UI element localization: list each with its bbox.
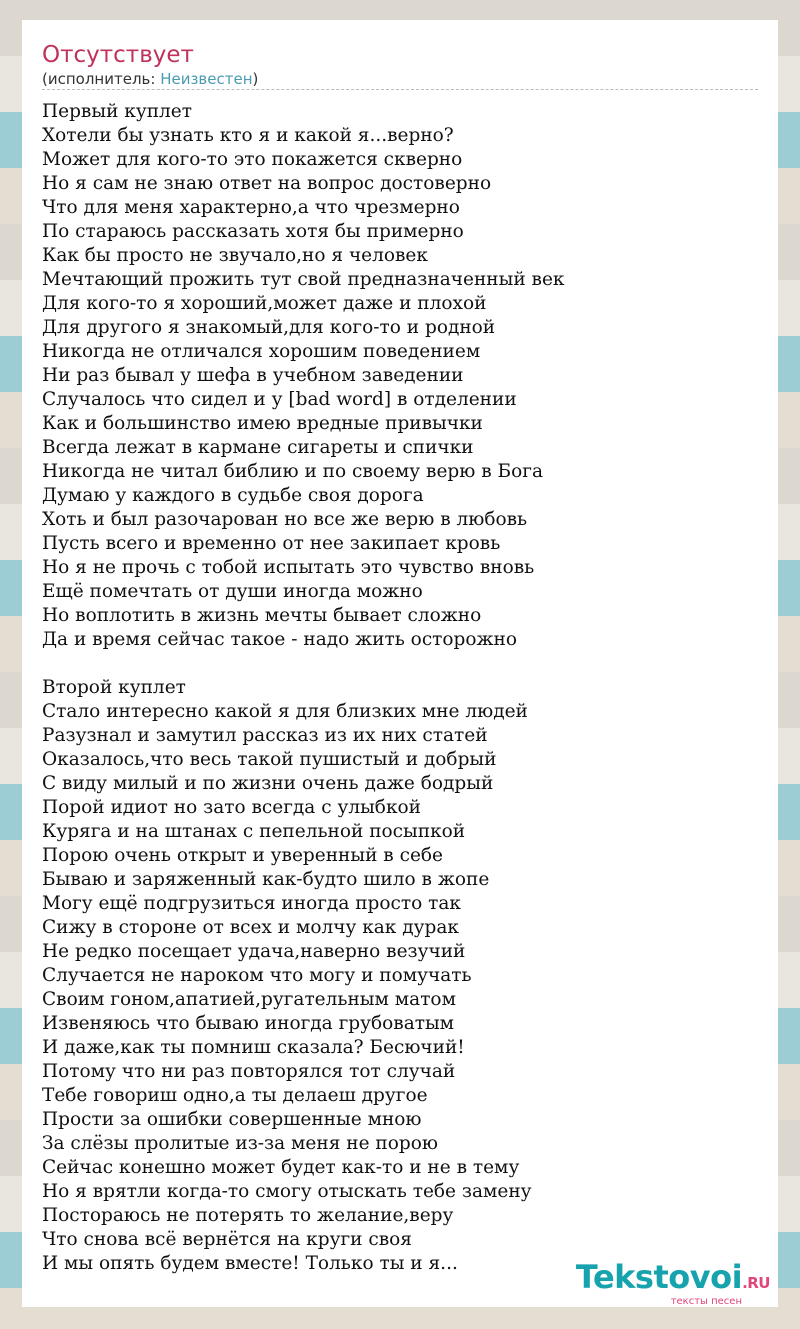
lyrics-card <box>22 20 778 1307</box>
lyric-line: Тебе говориш одно,а ты делаеш другое <box>42 1085 428 1106</box>
lyric-line: И мы опять будем вместе! Только ты и я... <box>42 1253 458 1274</box>
lyric-line: Случалось что сидел и у [bad word] в отделении <box>42 389 517 410</box>
lyric-line: Но я врятли когда-то смогу отыскать тебе замену <box>42 1181 532 1202</box>
lyric-line: Могу ещё подгрузиться иногда просто так <box>42 893 461 914</box>
lyric-line: Случается не нароком что могу и помучать <box>42 965 472 986</box>
logo-tagline: тексты песен <box>670 1296 742 1307</box>
logo-name: Tekstovoi <box>575 1258 743 1296</box>
lyric-line: Как и большинство имею вредные привычки <box>42 413 483 434</box>
lyric-line: Что снова всё вернётся на круги своя <box>42 1229 412 1250</box>
lyric-line: Посторaюсь не потерять то желание,веру <box>42 1205 454 1226</box>
lyric-line: Но я не прочь с тобой испытать это чувство вновь <box>42 557 535 578</box>
lyric-line: Хоть и был разочарован но все же верю в любовь <box>42 509 528 530</box>
lyric-line: Порою очень открыт и уверенный в себе <box>42 845 443 866</box>
lyric-line: Не редко посещает удача,наверно везучий <box>42 941 466 962</box>
lyric-line: Для кого-то я хороший,может даже и плохой <box>42 293 487 314</box>
lyric-line: Куряга и на штанах с пепельной посыпкой <box>42 821 466 842</box>
lyric-line: Хотели бы узнать кто я и какой я...верно? <box>42 125 454 146</box>
lyric-line: Думаю у каждого в судьбе своя дорога <box>42 485 424 506</box>
lyric-line: Никогда не отличался хорошим поведением <box>42 341 481 362</box>
lyric-line <box>42 652 758 676</box>
song-title: Отсутствует <box>42 42 194 68</box>
lyric-line: Пусть всего и временно от нее закипает кровь <box>42 533 501 554</box>
lyric-line: Первый куплет <box>42 101 192 122</box>
lyric-line: Порой идиот но зато всегда с улыбкой <box>42 797 421 818</box>
lyric-line: Для другого я знакомый,для кого-то и родной <box>42 317 496 338</box>
lyric-line: Своим гоном,апатией,ругательным матом <box>42 989 456 1010</box>
artist-link[interactable]: Неизвестен <box>160 70 253 88</box>
lyric-line: Ни раз бывал у шефа в учебном заведении <box>42 365 464 386</box>
lyric-line: Как бы просто не звучало,но я человек <box>42 245 428 266</box>
lyric-line: Да и время сейчас такое - надо жить осторожно <box>42 629 518 650</box>
lyric-line: По стараюсь рассказать хотя бы примерно <box>42 221 464 242</box>
lyric-line: Никогда не читал библию и по своему верю в Бога <box>42 461 543 482</box>
lyric-line: Ещё помечтать от души иногда можно <box>42 581 423 602</box>
lyric-line: Всегда лежат в кармане сигареты и спички <box>42 437 474 458</box>
lyric-line: Оказалось,что весь такой пушистый и добрый <box>42 749 497 770</box>
logo-tld: .RU <box>742 1274 770 1292</box>
lyric-line: Второй куплет <box>42 677 186 698</box>
lyric-line: За слёзы пролитые из-за меня не порою <box>42 1133 438 1154</box>
lyrics-text <box>42 100 758 1276</box>
lyric-line: Разузнал и замутил рассказ из их них статей <box>42 725 488 746</box>
lyric-line: Но воплотить в жизнь мечты бывает сложно <box>42 605 482 626</box>
title-divider <box>42 89 758 90</box>
artist-line <box>42 70 258 88</box>
lyric-line: Сейчас конешно может будет как-то и не в тему <box>42 1157 520 1178</box>
lyric-line: Что для меня характерно,а что чрезмерно <box>42 197 460 218</box>
lyric-line: Потому что ни раз повторялся тот случай <box>42 1061 456 1082</box>
lyric-line: Но я сам не знаю ответ на вопрос достоверно <box>42 173 492 194</box>
lyric-line: С виду милый и по жизни очень даже бодрый <box>42 773 494 794</box>
artist-prefix: (исполнитель: <box>42 70 161 88</box>
lyric-line: Мечтающий прожить тут свой предназначенный век <box>42 269 565 290</box>
lyric-line: Прости за ошибки совершенные мною <box>42 1109 422 1130</box>
artist-suffix: ) <box>252 70 259 88</box>
lyric-line: Бываю и заряженный как-будто шило в жопе <box>42 869 490 890</box>
lyric-line: Сижу в стороне от всех и молчу как дурак <box>42 917 459 938</box>
lyric-line: Может для кого-то это покажется скверно <box>42 149 463 170</box>
lyric-line: И даже,как ты помниш сказала? Бесючий! <box>42 1037 465 1058</box>
lyric-line: Стало интересно какой я для близких мне людей <box>42 701 528 722</box>
lyric-line: Извеняюсь что бываю иногда грубоватым <box>42 1013 455 1034</box>
site-logo[interactable] <box>576 1260 770 1307</box>
